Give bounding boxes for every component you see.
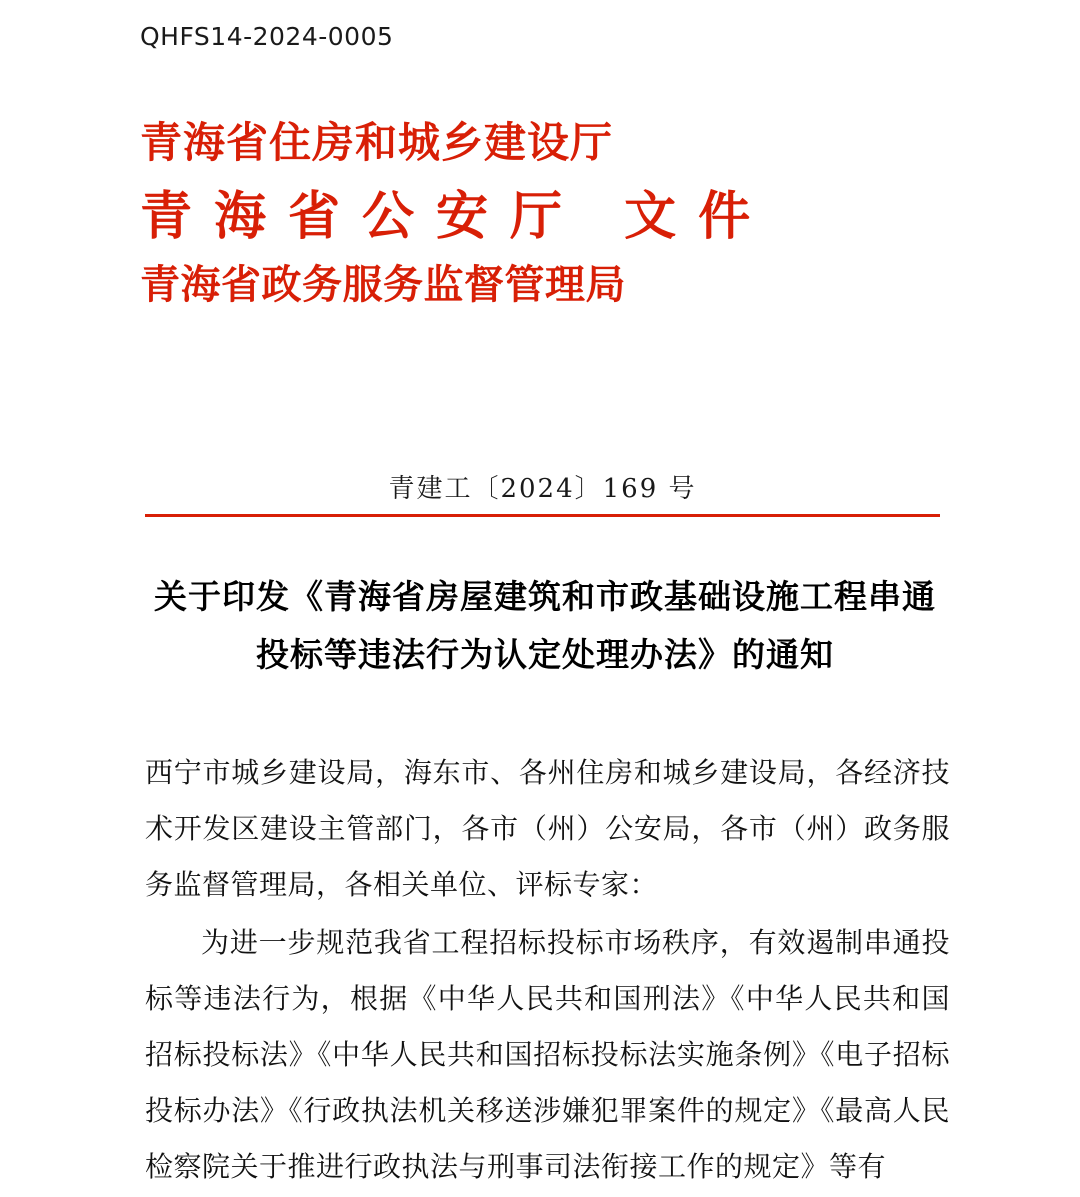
paragraph-recipients: 西宁市城乡建设局，海东市、各州住房和城乡建设局，各经济技术开发区建设主管部门，各市（州）公安局，各市（州）政务服务监督管理局，各相关单位、评标专家：	[145, 756, 950, 901]
paragraph-body-1: 为进一步规范我省工程招标投标市场秩序，有效遏制串通投标等违法行为，根据《中华人民共和国刑法》《中华人民共和国招标投标法》《中华人民共和国招标投标法实施条例》《电子招标投标办法》《行政执法机关移送涉嫌犯罪案件的规定》《最高人民检察院关于推进行政执法与刑事司法衔接工作的规定》等有	[145, 926, 950, 1183]
issue-number-wrap	[145, 468, 940, 517]
masthead-line-government-service-bureau: 青海省政务服务监督管理局	[140, 261, 626, 309]
issue-number: 青建工〔2024〕169 号	[388, 474, 697, 504]
document-code: QHFS14-2024-0005	[140, 22, 394, 51]
masthead	[140, 120, 940, 307]
document-body	[145, 745, 950, 1197]
masthead-line-housing-department: 青海省住房和城乡建设厅	[140, 118, 614, 167]
page-title: 关于印发《青海省房屋建筑和市政基础设施工程串通投标等违法行为认定处理办法》的通知	[154, 577, 936, 674]
masthead-line-public-security-document: 青海省公安厅 文件	[140, 186, 773, 248]
red-divider-rule	[145, 514, 940, 517]
